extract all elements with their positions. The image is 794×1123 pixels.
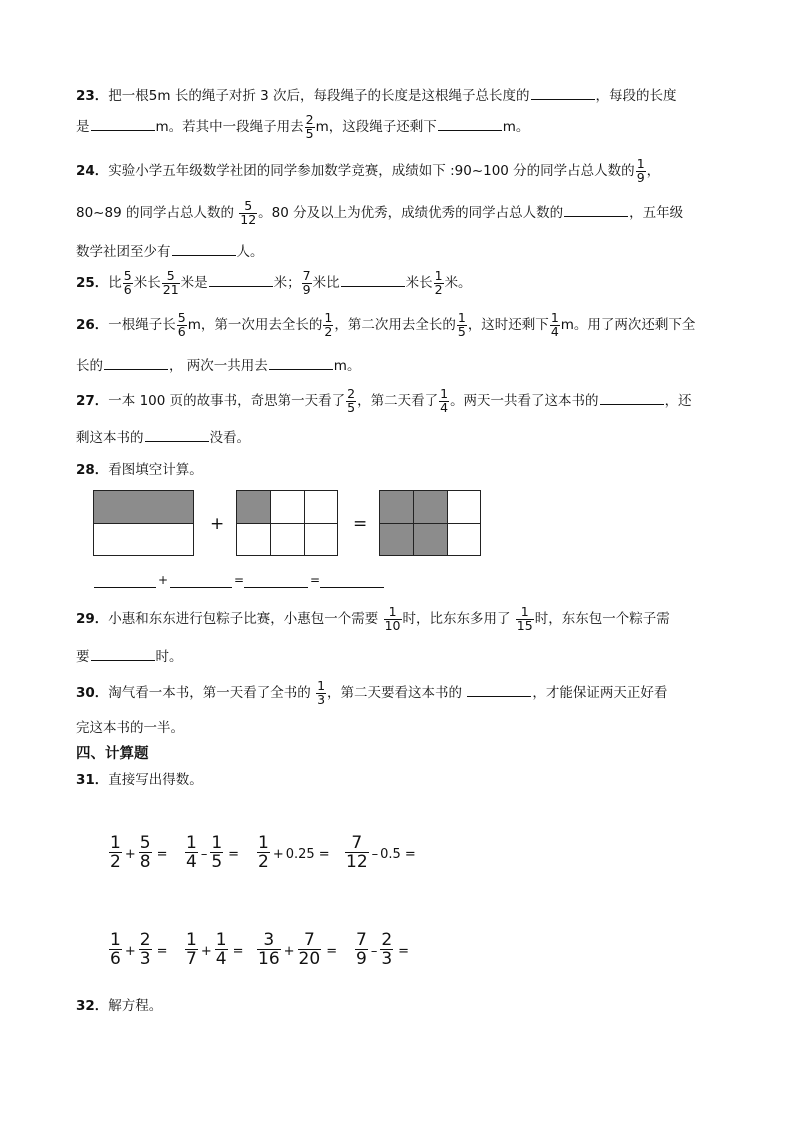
q28-fig3-cell xyxy=(447,523,481,556)
q23-blank-2[interactable] xyxy=(91,118,155,131)
q28-blank-3[interactable] xyxy=(244,586,308,588)
q28-fig2-cell xyxy=(236,490,271,524)
q24-text-b: ， xyxy=(646,163,661,179)
q28-fig3-cell xyxy=(413,490,448,524)
q23-text-d: m。若其中一段绳子用去 xyxy=(155,119,304,135)
q25-text-g: 米长 xyxy=(405,275,433,291)
q23-line2 xyxy=(76,114,529,140)
q26-text-e: m。用了两次还剩下全 xyxy=(560,317,696,333)
q31-number: 31． xyxy=(76,772,109,788)
q24-text-f: 数学社团至少有 xyxy=(76,244,171,260)
q28-fill-plus: + xyxy=(158,573,169,587)
q29-text-c: 时，东东包一个粽子需 xyxy=(534,611,670,627)
q25-blank-1[interactable] xyxy=(209,274,273,287)
q30-line1 xyxy=(76,680,667,706)
q31-expr-4: $\frac{7}{12}$ – 0.5 = xyxy=(346,833,416,872)
q27-text-d: ，还 xyxy=(664,393,692,409)
q26-text-a: 一根绳子长 xyxy=(108,317,176,333)
q30-fraction: $\frac{1}{3}$ xyxy=(317,678,326,707)
q25-line xyxy=(76,270,472,296)
q27-text-a: 一本 100 页的故事书，奇思第一天看了 xyxy=(108,393,346,409)
q23-text-e: m，这段绳子还剩下 xyxy=(315,119,437,135)
q23-text-c: 是 xyxy=(76,119,90,135)
q29-line2 xyxy=(76,645,183,665)
q24-line2 xyxy=(76,200,683,226)
q27-fraction-1: $\frac{2}{5}$ xyxy=(347,386,356,415)
q28-fill-eq-1: = xyxy=(234,573,245,587)
q30-number: 30． xyxy=(76,685,109,701)
q28-number: 28． xyxy=(76,462,109,478)
q28-text-a: 看图填空计算。 xyxy=(108,462,203,478)
q28-fig1-cell-bottom xyxy=(93,523,194,556)
q28-blank-1[interactable] xyxy=(94,586,156,588)
q24-fraction-2: $\frac{5}{12}$ xyxy=(240,198,257,227)
q28-fill-eq-2: = xyxy=(310,573,321,587)
q24-text-a: 实验小学五年级数学社团的同学参加数学竞赛，成绩如下 :90~100 分的同学占总人数的 xyxy=(108,163,635,179)
q29-text-a: 小惠和东东进行包粽子比赛，小惠包一个需要 xyxy=(108,611,379,627)
q28-blank-2[interactable] xyxy=(170,586,232,588)
q30-blank-1[interactable] xyxy=(467,684,531,697)
q23-text-b: ，每段的长度 xyxy=(595,88,677,104)
q31-expr-6: $\frac{1}{7}$ + $\frac{1}{4}$ = xyxy=(186,930,244,969)
q28-fig2-cell xyxy=(304,523,338,556)
q23-text-a: 把一根5m 长的绳子对折 3 次后，每段绳子的长度是这根绳子总长度的 xyxy=(108,88,530,104)
q30-text-d: 完这本书的一半。 xyxy=(76,720,184,736)
q24-text-d: 。80 分及以上为优秀，成绩优秀的同学占总人数的 xyxy=(258,205,564,221)
q27-text-e: 剩这本书的 xyxy=(76,430,144,446)
q25-blank-2[interactable] xyxy=(341,274,405,287)
q28-fig2-cell xyxy=(304,490,338,524)
q25-text-d: 米； xyxy=(273,275,301,291)
q26-text-d: ，这时还剩下 xyxy=(467,317,549,333)
q25-text-a: 比 xyxy=(108,275,122,291)
q31-expr-5: $\frac{1}{6}$ + $\frac{2}{3}$ = xyxy=(110,930,168,969)
q31-expr-8: $\frac{7}{9}$ – $\frac{2}{3}$ = xyxy=(356,930,410,969)
q31-expr-3: $\frac{1}{2}$ + 0.25 = xyxy=(258,833,330,872)
q26-text-c: ，第二次用去全长的 xyxy=(334,317,456,333)
q26-line1 xyxy=(76,312,695,338)
q27-line1 xyxy=(76,388,692,414)
q28-fig3-cell xyxy=(447,490,481,524)
q29-text-e: 时。 xyxy=(155,649,183,665)
q31-expr-2: $\frac{1}{4}$ – $\frac{1}{5}$ = xyxy=(186,833,240,872)
q26-fraction-3: $\frac{1}{5}$ xyxy=(457,310,466,339)
q24-number: 24． xyxy=(76,163,109,179)
q30-text-b: ，第二天要看这本书的 xyxy=(327,685,463,701)
q23-blank-3[interactable] xyxy=(438,118,502,131)
q28-fig3-cell xyxy=(379,490,414,524)
q24-line1 xyxy=(76,158,660,184)
q24-text-e: ，五年级 xyxy=(629,205,684,221)
q24-blank-1[interactable] xyxy=(564,204,628,217)
q25-fraction-4: $\frac{1}{2}$ xyxy=(434,268,443,297)
q28-fig3-cell xyxy=(413,523,448,556)
q28-fig2-cell xyxy=(236,523,271,556)
q23-fraction: $\frac{2}{5}$ xyxy=(305,112,314,141)
q29-fraction-1: $\frac{1}{10}$ xyxy=(384,604,401,633)
q31-expr-7: $\frac{3}{16}$ + $\frac{7}{20}$ = xyxy=(258,930,338,969)
q23-line1 xyxy=(76,84,677,104)
q23-number: 23． xyxy=(76,88,109,104)
q25-fraction-3: $\frac{7}{9}$ xyxy=(302,268,311,297)
q26-fraction-4: $\frac{1}{4}$ xyxy=(550,310,559,339)
q30-text-a: 淘气看一本书，第一天看了全书的 xyxy=(108,685,311,701)
q28-line xyxy=(76,458,203,478)
q27-line2 xyxy=(76,426,250,446)
q31-line xyxy=(76,768,203,788)
q23-text-g: m。 xyxy=(502,119,530,135)
q29-text-b: 时，比东东多用了 xyxy=(402,611,511,627)
q32-text-a: 解方程。 xyxy=(108,998,163,1014)
q32-number: 32． xyxy=(76,998,109,1014)
q25-text-e: 米比 xyxy=(312,275,340,291)
q29-blank-1[interactable] xyxy=(91,648,155,661)
q29-text-d: 要 xyxy=(76,649,90,665)
q28-blank-4[interactable] xyxy=(320,586,384,588)
q30-line2 xyxy=(76,716,184,736)
q31-text-a: 直接写出得数。 xyxy=(108,772,203,788)
q24-blank-2[interactable] xyxy=(172,243,236,256)
q27-blank-1[interactable] xyxy=(600,392,664,405)
q26-text-g: ， 两次一共用去 xyxy=(169,358,268,374)
q26-text-h: m。 xyxy=(333,358,361,374)
q24-text-g: 人。 xyxy=(236,244,264,260)
q32-line xyxy=(76,994,162,1014)
q27-blank-2[interactable] xyxy=(145,429,209,442)
q26-fraction-2: $\frac{1}{2}$ xyxy=(324,310,333,339)
q27-text-f: 没看。 xyxy=(209,430,250,446)
q28-fig2-cell xyxy=(270,523,305,556)
q28-fig1-cell-top xyxy=(93,490,194,524)
q28-plus-sign: + xyxy=(210,514,225,534)
q25-text-b: 米长 xyxy=(133,275,161,291)
q25-number: 25． xyxy=(76,275,109,291)
q31-expr-1: $\frac{1}{2}$ + $\frac{5}{8}$ = xyxy=(110,833,168,872)
q26-blank-1[interactable] xyxy=(104,357,168,370)
q28-equals-sign: = xyxy=(353,514,368,534)
q25-text-c: 米是 xyxy=(180,275,208,291)
q29-line1 xyxy=(76,606,670,632)
q27-fraction-2: $\frac{1}{4}$ xyxy=(440,386,449,415)
q29-fraction-2: $\frac{1}{15}$ xyxy=(516,604,533,633)
q29-number: 29． xyxy=(76,611,109,627)
q24-text-c: 80~89 的同学占总人数的 xyxy=(76,205,234,221)
q26-number: 26． xyxy=(76,317,109,333)
q27-text-b: ，第二天看了 xyxy=(357,393,439,409)
q25-text-h: 米。 xyxy=(444,275,472,291)
q26-line2 xyxy=(76,354,360,374)
section-4-title: 四、计算题 xyxy=(76,746,149,762)
q27-text-c: 。两天一共看了这本书的 xyxy=(450,393,599,409)
q25-fraction-1: $\frac{5}{6}$ xyxy=(123,268,132,297)
q26-fraction-1: $\frac{5}{6}$ xyxy=(177,310,186,339)
q24-line3 xyxy=(76,240,264,260)
q25-fraction-2: $\frac{5}{21}$ xyxy=(162,268,179,297)
q23-blank-1[interactable] xyxy=(531,87,595,100)
q26-text-f: 长的 xyxy=(76,358,103,374)
q24-fraction-1: $\frac{1}{9}$ xyxy=(636,156,645,185)
q27-number: 27． xyxy=(76,393,109,409)
q28-fig2-cell xyxy=(270,490,305,524)
q26-blank-2[interactable] xyxy=(269,357,333,370)
q26-text-b: m，第一次用去全长的 xyxy=(187,317,323,333)
q30-text-c: ，才能保证两天正好看 xyxy=(532,685,668,701)
q28-fig3-cell xyxy=(379,523,414,556)
